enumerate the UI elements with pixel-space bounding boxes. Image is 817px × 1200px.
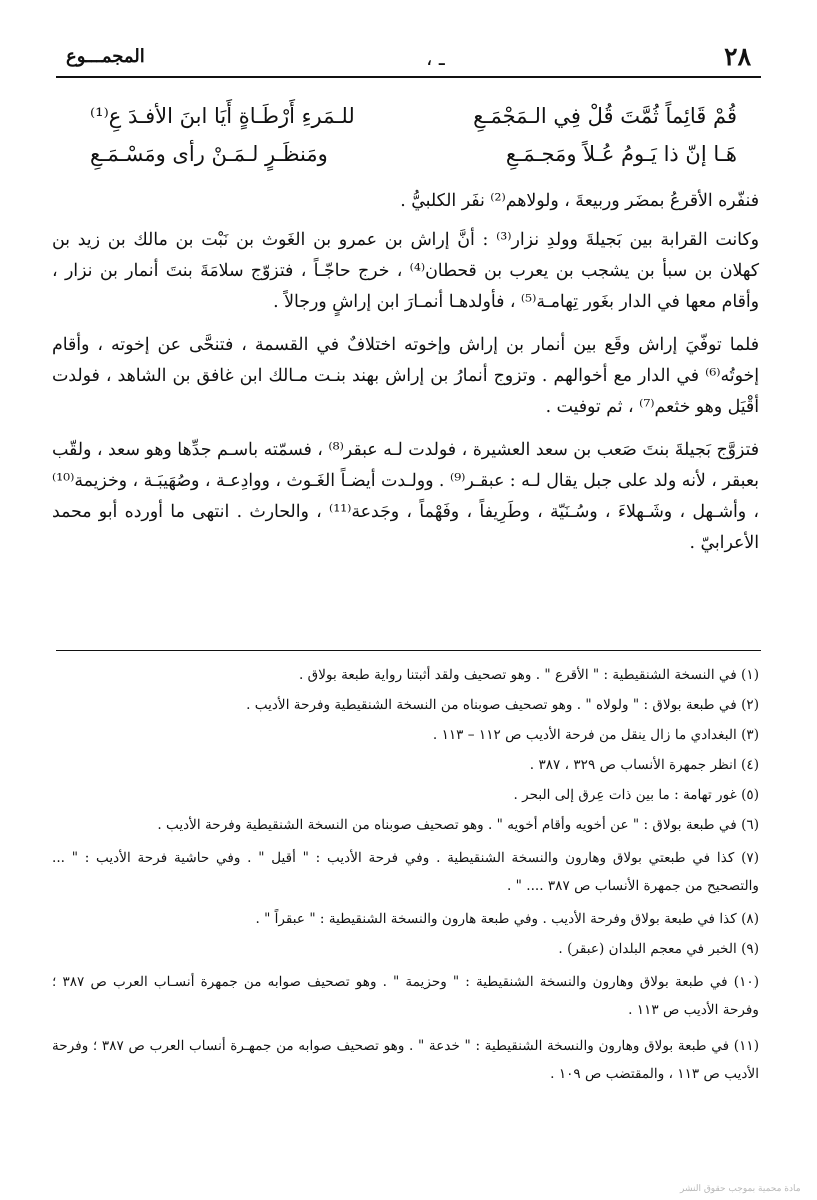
- paragraph: وكانت القرابة بين بَجيلةَ وولدِ نزار⁽³⁾ : أنَّ إراش بن عمرو بن الغَوث بن نَبْت بن مالك بن زيد بن كهلان بن سبأ بن يشجب بن يعرب بن قحطان⁽⁴⁾ ، خرج حاجّـاً ، فتزوّج سلامَةَ بنتَ أنمار بن نزار ، وأقام معها في الدار بغَور تِهامـة⁽⁵⁾ ، فأولدهـا أنمـارَ ابن إراشٍ ورجالاً .: [52, 230, 759, 312]
- footnote: (١) في النسخة الشنقيطية : " الأقرع " . وهو تصحيف ولقد أثبتنا رواية طبعة بولاق .: [299, 667, 759, 683]
- verse-2-second-hemistich: ومَنظَـرٍ لـمَـنْ رأى ومَسْـمَـعِ: [90, 142, 328, 166]
- verse-1-first-hemistich: قُمْ قَائِماً ثُمَّتَ قُلْ فِي الـمَجْمَـعِ: [473, 104, 737, 128]
- paragraph: فنفّره الأقرعُ بمضَر وربيعةَ ، ولولاهم⁽²⁾ نفَر الكلبيُّ .: [400, 191, 759, 211]
- footnote: (٢) في طبعة بولاق : " ولولاه " . وهو تصحيف صوبناه من النسخة الشنقيطية وفرحة الأديب .: [246, 697, 759, 713]
- footnote: (٣) البغدادي ما زال ينقل من فرحة الأديب ص ١١٢ – ١١٣ .: [432, 727, 759, 743]
- footnote: (٦) في طبعة بولاق : " عن أخويه وأقام أخويه " . وهو تصحيف صوبناه من النسخة الشنقيطية وفرحة الأديب .: [157, 817, 759, 833]
- verse-2-first-hemistich: هَـا إنّ ذا يَـومُ عُـلاً ومَجـمَـعِ: [505, 142, 737, 166]
- header-ornament: ـ ،: [426, 46, 445, 70]
- running-header: [56, 42, 761, 72]
- footnote: (٤) انظر جمهرة الأنساب ص ٣٢٩ ، ٣٨٧ .: [529, 757, 759, 773]
- footnote-rule: [56, 650, 761, 651]
- footnote: (٧) كذا في طبعتي بولاق وهارون والنسخة الشنقيطية . وفي فرحة الأديب : " أقيل " . وفي حاشية فرحة الأديب : " ... والتصحيح من جمهرة الأنساب ص ٣٨٧ .... " .: [52, 850, 759, 894]
- footnote: (١٠) في طبعة بولاق وهارون والنسخة الشنقيطية : " وحزيمة " . وهو تصحيف صوابه من جمهرة أنسـاب العرب ص ٣٨٧ ؛ وفرحة الأديب ص ١١٣ .: [52, 974, 759, 1018]
- footnote: (٥) غور تهامة : ما بين ذات عِرق إلى البحر .: [513, 787, 759, 803]
- page-number: ٢٨: [724, 42, 751, 71]
- poem-verse-block: [40, 96, 777, 176]
- running-title: المجمـــوع: [66, 46, 145, 67]
- footnote: (٨) كذا في طبعة بولاق وفرحة الأديب . وفي طبعة هارون والنسخة الشنقيطية : " عبقراً " .: [255, 911, 759, 927]
- footnote: (٩) الخبر في معجم البلدان (عبقر) .: [558, 941, 759, 957]
- paragraph: فتزوَّج بَجيلةَ بنتَ صَعب بن سعد العشيرة ، فولدت لـه عبقر⁽⁸⁾ ، فسمّته باسـم جدِّها وهو سعد ، ولقّب بعبقر ، لأنه ولد على جبل يقال لـه : عبقـر⁽⁹⁾ . وولـدت أيضـاً الغَـوث ، ووادِعـة ، وصُهَيبَـة ، وخزيمة⁽¹⁰⁾ ، وأشـهل ، وشَـهلاءَ ، وسُـنَيّة ، وطَرِيفاً ، وفَهْماً ، وجَدعة⁽¹¹⁾ ، والحارث . انتهى ما أورده أبو محمد الأعرابيّ .: [52, 440, 759, 553]
- paragraph: فلما توفّيَ إراش وقَع بين أنمار بن إراش وإخوته اختلافٌ في القسمة ، فتنحَّى عن إخوته ، وأقام إخوتُه⁽⁶⁾ في الدار مع أخوالهم . وتزوج أنمارُ بن إراش بهند بنـت مـالك ابن غافق بن الشاهد ، فولدت أقْيَل وهو خثعم⁽⁷⁾ ، ثم توفيت .: [52, 335, 759, 417]
- footnote: (١١) في طبعة بولاق وهارون والنسخة الشنقيطية : " خدعة " . وهو تصحيف صوابه من جمهـرة أنساب العرب ص ٣٨٧ ؛ وفرحة الأديب ص ١١٣ ، والمقتضب ص ١٠٩ .: [52, 1038, 759, 1082]
- verse-1-second-hemistich: للـمَرءِ أَرْطَـاةٍ أَيَا ابنَ الأفـدَ عِ⁽¹⁾: [90, 104, 355, 128]
- header-rule: [56, 76, 761, 78]
- copyright-watermark: مادة محمية بموجب حقوق النشر: [680, 1184, 801, 1194]
- main-text: [52, 186, 759, 559]
- footnotes: [52, 660, 759, 1092]
